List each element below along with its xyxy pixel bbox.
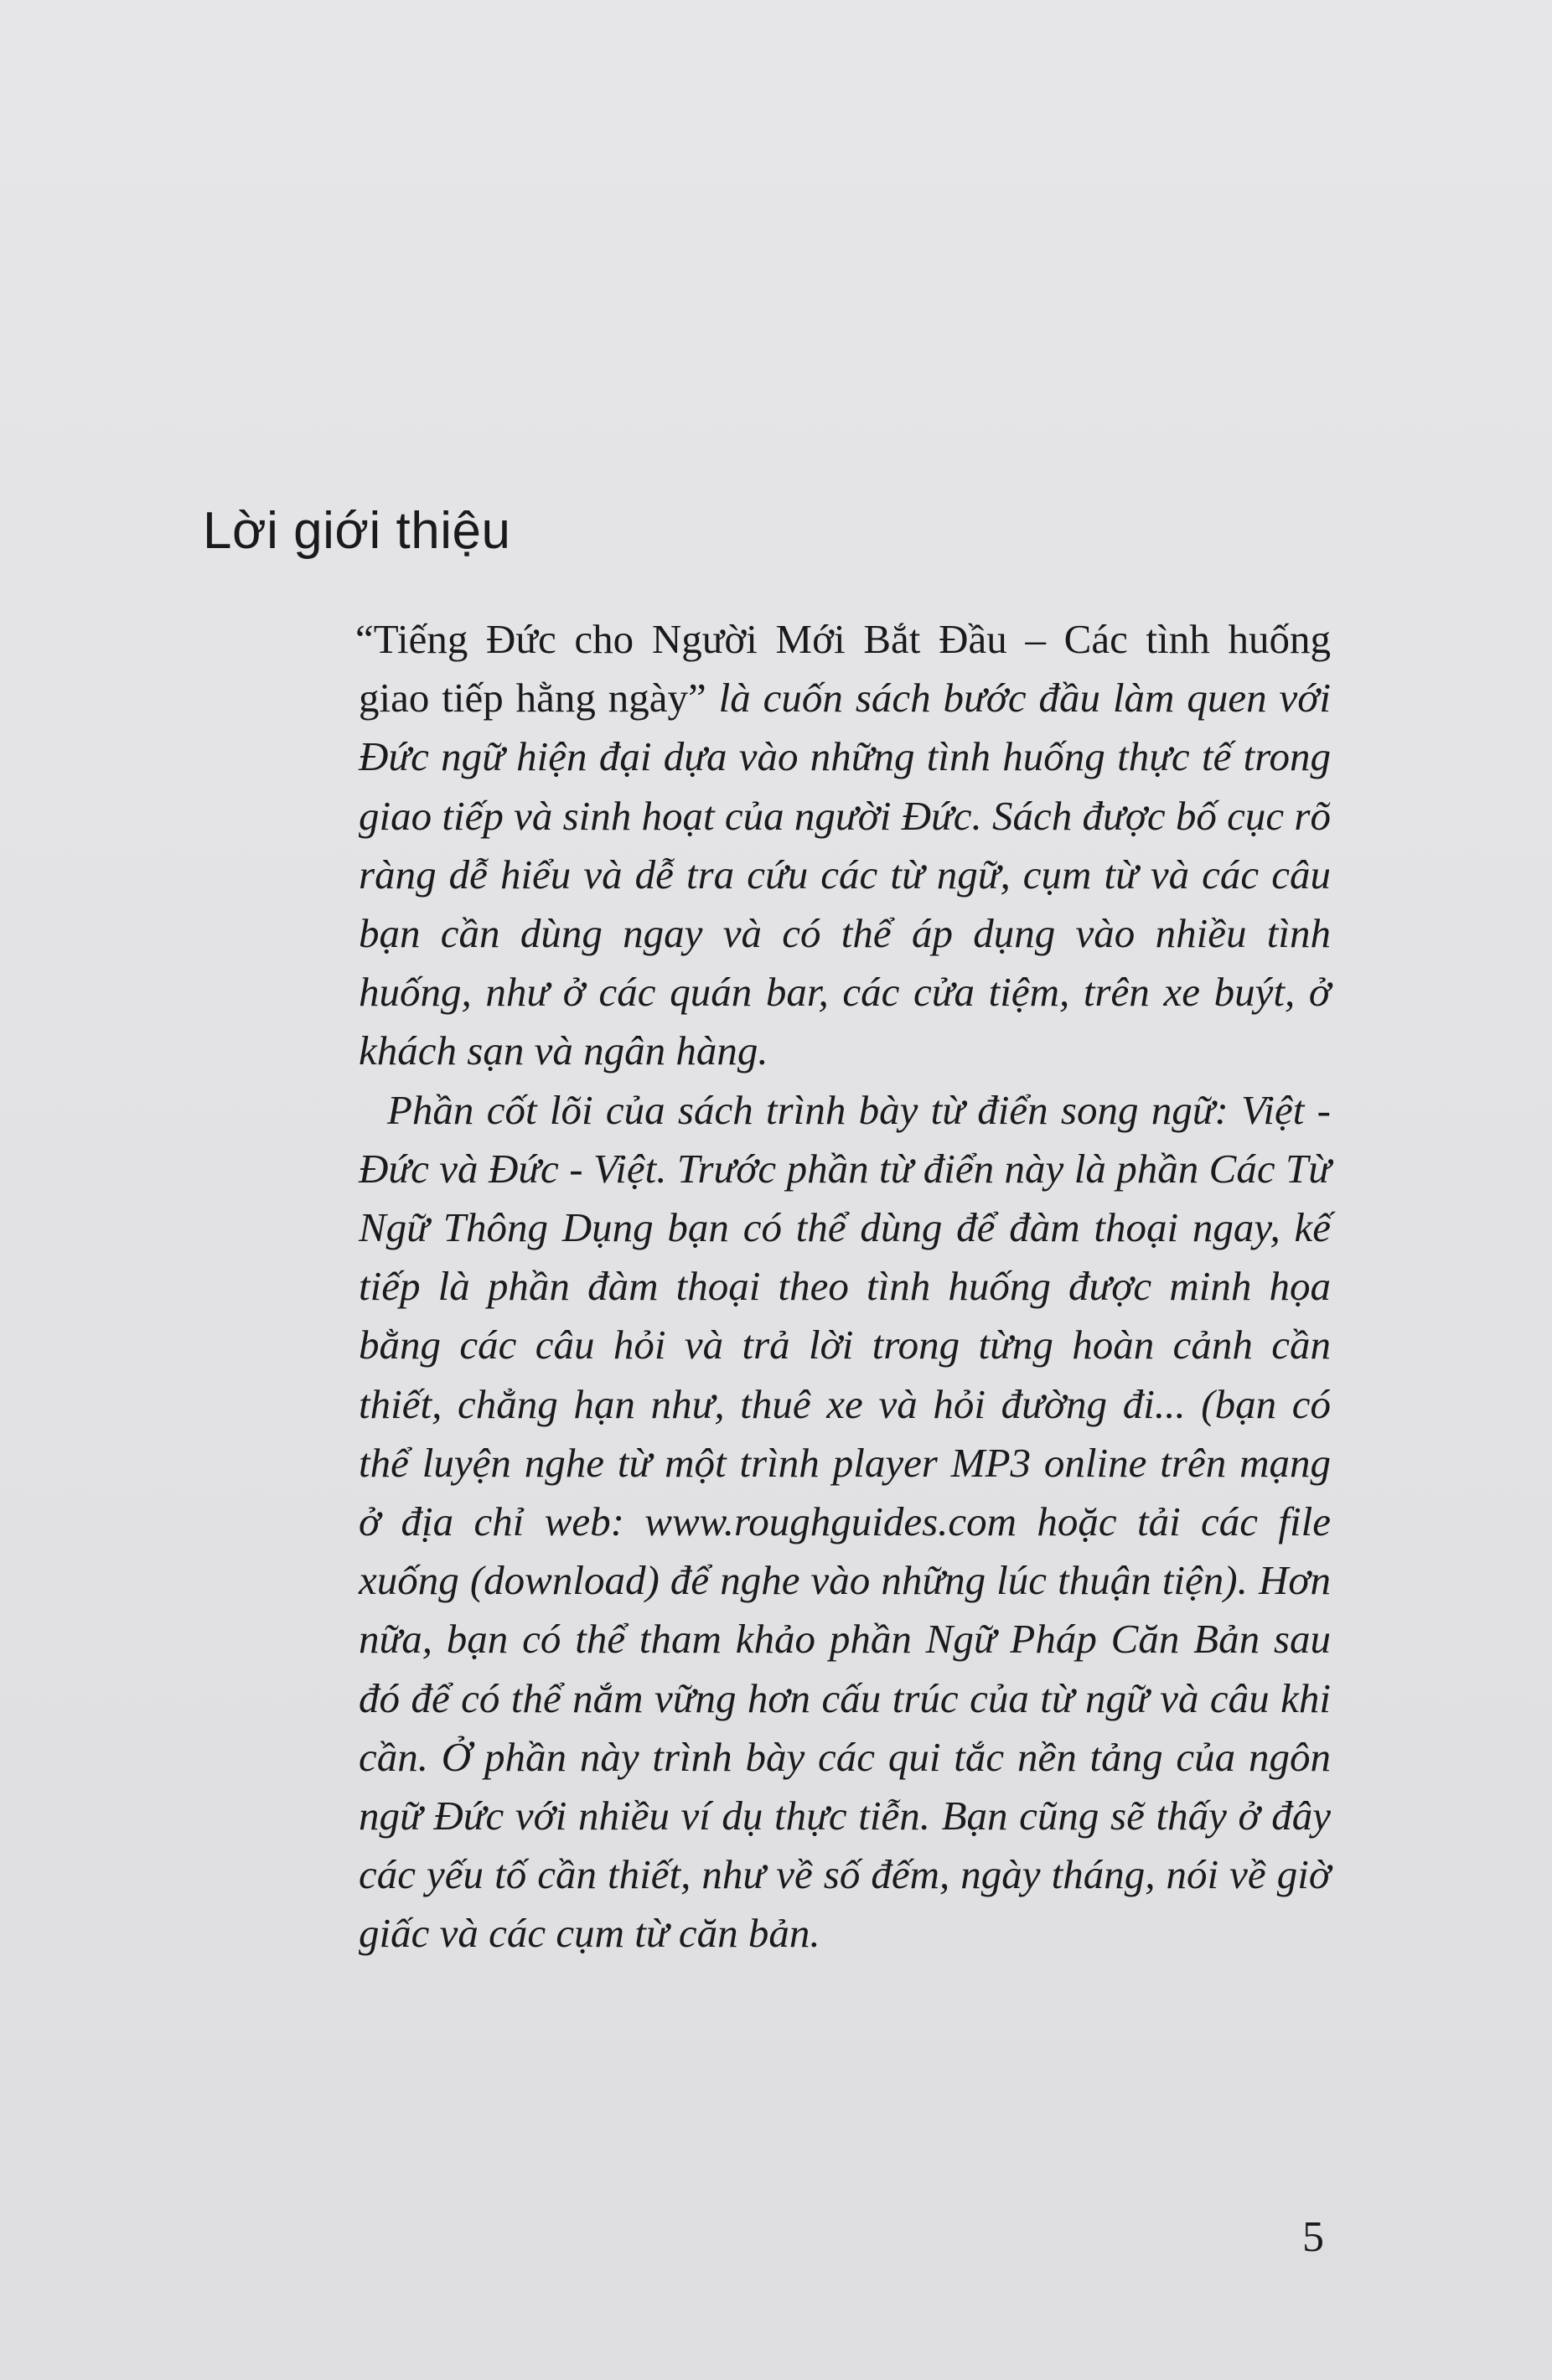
- introduction-body: [355, 610, 1331, 1964]
- page-title: Lời giới thiệu: [203, 502, 511, 560]
- intro-paragraph-1-text: là cuốn sách bước đầu làm quen với Đức ngữ hiện đại dựa vào những tình huống thực tế trong giao tiếp và sinh hoạt của người Đức. Sách được bố cục rõ ràng dễ hiểu và dễ tra cứu các từ ngữ, cụm từ và các câu bạn cần dùng ngay và có thể áp dụng vào nhiều tình huống, như ở các quán bar, các cửa tiệm, trên xe buýt, ở khách sạn và ngân hàng.: [359, 675, 1331, 1074]
- show-through-texture: [159, 251, 1399, 308]
- intro-paragraph-2: Phần cốt lõi của sách trình bày từ điển song ngữ: Việt - Đức và Đức - Việt. Trước phần từ điển này là phần Các Từ Ngữ Thông Dụng bạn có thể dùng để đàm thoại ngay, kế tiếp là phần đàm thoại theo tình huống được minh họa bằng các câu hỏi và trả lời trong từng hoàn cảnh cần thiết, chẳng hạn như, thuê xe và hỏi đường đi... (bạn có thể luyện nghe từ một trình player MP3 online trên mạng ở địa chỉ web: www.roughguides.com hoặc tải các file xuống (download) để nghe vào những lúc thuận tiện). Hơn nữa, bạn có thể tham khảo phần Ngữ Pháp Căn Bản sau đó để có thể nắm vững hơn cấu trúc của từ ngữ và câu khi cần. Ở phần này trình bày các qui tắc nền tảng của ngôn ngữ Đức với nhiều ví dụ thực tiễn. Bạn cũng sẽ thấy ở đây các yếu tố cần thiết, như về số đếm, ngày tháng, nói về giờ giấc và các cụm từ căn bản.: [359, 1086, 1331, 1957]
- page-number: 5: [1302, 2213, 1324, 2261]
- intro-paragraph-1: [355, 610, 1331, 1081]
- book-title-quote: “Tiếng Đức cho Người Mới Bắt Đầu – Các tình huống giao tiếp hằng ngày”: [355, 616, 1331, 722]
